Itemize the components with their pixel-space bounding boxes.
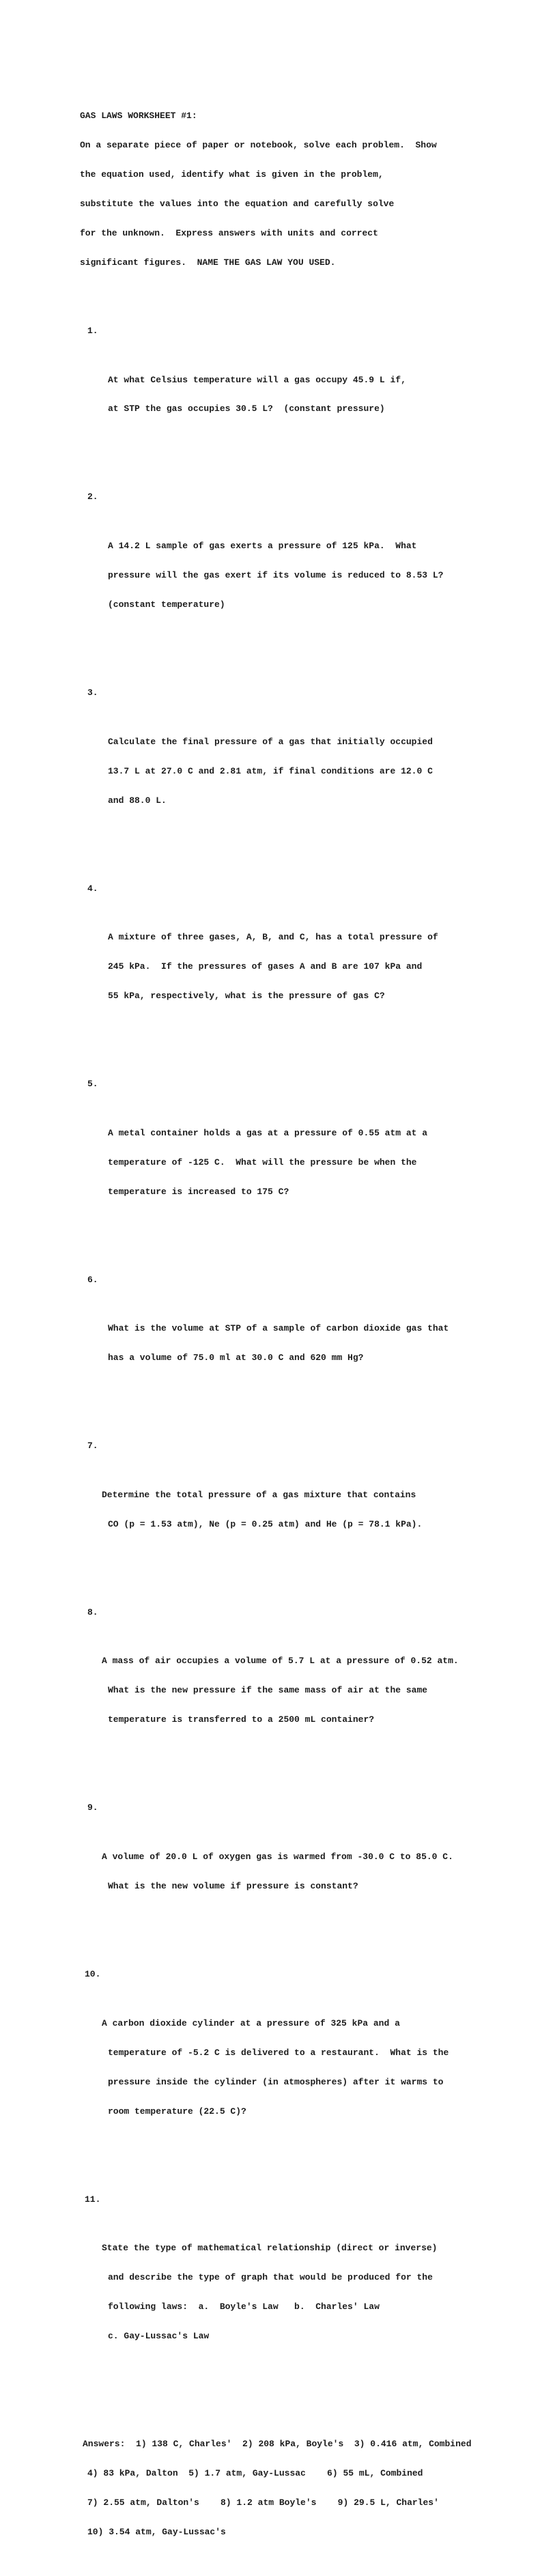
- problem-item-10: [80, 1970, 489, 2155]
- problem-text-line: What is the volume at STP of a sample of carbon dioxide gas that: [108, 1323, 449, 1334]
- problem-text-line: What is the new volume if pressure is constant?: [108, 1881, 358, 1892]
- problem-text-line: temperature is transferred to a 2500 mL container?: [108, 1714, 375, 1725]
- problem-text-line: Determine the total pressure of a gas mixture that contains: [102, 1489, 416, 1500]
- problem-text-line: A mass of air occupies a volume of 5.7 L at a pressure of 0.52 atm.: [102, 1656, 459, 1667]
- problem-text-line: A metal container holds a gas at a pressure of 0.55 atm at a: [108, 1127, 428, 1138]
- problem-item-1: [80, 326, 489, 453]
- problem-text-line: 245 kPa. If the pressures of gases A and B are 107 kPa and: [108, 961, 423, 972]
- problem-number: 6.: [87, 1274, 98, 1285]
- problem-text-line: pressure inside the cylinder (in atmospheres) after it warms to: [108, 2076, 444, 2087]
- problem-text-line: following laws: a. Boyle's Law b. Charles' Law: [108, 2302, 380, 2312]
- problem-text-line: at STP the gas occupies 30.5 L? (constant pressure): [108, 404, 385, 414]
- problem-text-line: A mixture of three gases, A, B, and C, has a total pressure of: [108, 932, 438, 943]
- problem-number: 10.: [85, 1968, 101, 1979]
- problem-text-line: and describe the type of graph that would be produced for the: [108, 2272, 433, 2283]
- problem-number: 7.: [87, 1441, 98, 1452]
- problem-text-line: A 14.2 L sample of gas exerts a pressure of 125 kPa. What: [108, 541, 417, 552]
- problem-text-line: pressure will the gas exert if its volume is reduced to 8.53 L?: [108, 570, 444, 581]
- problem-number: 2.: [87, 492, 98, 503]
- intro-line: the equation used, identify what is given in the problem,: [80, 169, 384, 180]
- page-title: GAS LAWS WORKSHEET #1:: [80, 110, 197, 121]
- problem-number: 3.: [87, 688, 98, 698]
- problem-item-4: [80, 884, 489, 1041]
- problem-number: 11.: [85, 2194, 101, 2205]
- intro-line: significant figures. NAME THE GAS LAW YOU USED.: [80, 257, 336, 268]
- problem-text-line: 13.7 L at 27.0 C and 2.81 atm, if final conditions are 12.0 C: [108, 765, 433, 776]
- problem-text-line: c. Gay-Lussac's Law: [108, 2331, 210, 2342]
- problem-number: 9.: [87, 1802, 98, 1813]
- problem-text-line: temperature of -5.2 C is delivered to a restaurant. What is the: [108, 2047, 449, 2058]
- worksheet-page: [80, 62, 489, 2576]
- problem-text-line: At what Celsius temperature will a gas occupy 45.9 L if,: [108, 374, 406, 385]
- problem-number: 8.: [87, 1607, 98, 1617]
- answers-block: [83, 2420, 489, 2557]
- answers-line: 10) 3.54 atm, Gay-Lussac's: [87, 2526, 226, 2537]
- answers-line: 7) 2.55 atm, Dalton's 8) 1.2 atm Boyle's 9) 29.5 L, Charles': [87, 2497, 439, 2508]
- problem-text-line: 55 kPa, respectively, what is the pressure of gas C?: [108, 991, 385, 1002]
- problem-text-line: and 88.0 L.: [108, 795, 167, 806]
- problem-item-9: [80, 1803, 489, 1930]
- problem-text-line: temperature of -125 C. What will the pressure be when the: [108, 1157, 417, 1167]
- problem-text-line: A carbon dioxide cylinder at a pressure of 325 kPa and a: [102, 2018, 400, 2028]
- problem-item-5: [80, 1079, 489, 1236]
- problem-number: 1.: [87, 325, 98, 336]
- problem-item-2: [80, 492, 489, 649]
- problem-text-line: What is the new pressure if the same mass of air at the same: [108, 1685, 428, 1696]
- problem-text-line: CO (p = 1.53 atm), Ne (p = 0.25 atm) and He (p = 78.1 kPa).: [108, 1518, 423, 1529]
- worksheet-header: [80, 91, 489, 287]
- intro-line: On a separate piece of paper or notebook, solve each problem. Show: [80, 139, 437, 150]
- answers-line: 4) 83 kPa, Dalton 5) 1.7 atm, Gay-Lussac 6) 55 mL, Combined: [87, 2467, 423, 2478]
- problem-text-line: Calculate the final pressure of a gas that initially occupied: [108, 736, 433, 747]
- problem-number: 4.: [87, 883, 98, 894]
- problem-item-6: [80, 1275, 489, 1402]
- intro-line: substitute the values into the equation and carefully solve: [80, 198, 395, 209]
- problem-text-line: room temperature (22.5 C)?: [108, 2106, 246, 2117]
- problem-text-line: State the type of mathematical relationship (direct or inverse): [102, 2243, 438, 2254]
- problem-number: 5.: [87, 1079, 98, 1090]
- problem-item-11: [80, 2195, 489, 2381]
- answers-line: Answers: 1) 138 C, Charles' 2) 208 kPa, Boyle's 3) 0.416 atm, Combined: [83, 2438, 472, 2449]
- problem-text-line: has a volume of 75.0 ml at 30.0 C and 620 mm Hg?: [108, 1353, 364, 1363]
- problem-text-line: temperature is increased to 175 C?: [108, 1186, 289, 1197]
- problem-text-line: (constant temperature): [108, 599, 225, 610]
- problem-text-line: A volume of 20.0 L of oxygen gas is warmed from -30.0 C to 85.0 C.: [102, 1852, 453, 1863]
- problem-item-3: [80, 688, 489, 845]
- problem-item-7: [80, 1441, 489, 1568]
- intro-line: for the unknown. Express answers with units and correct: [80, 227, 378, 238]
- problem-item-8: [80, 1608, 489, 1764]
